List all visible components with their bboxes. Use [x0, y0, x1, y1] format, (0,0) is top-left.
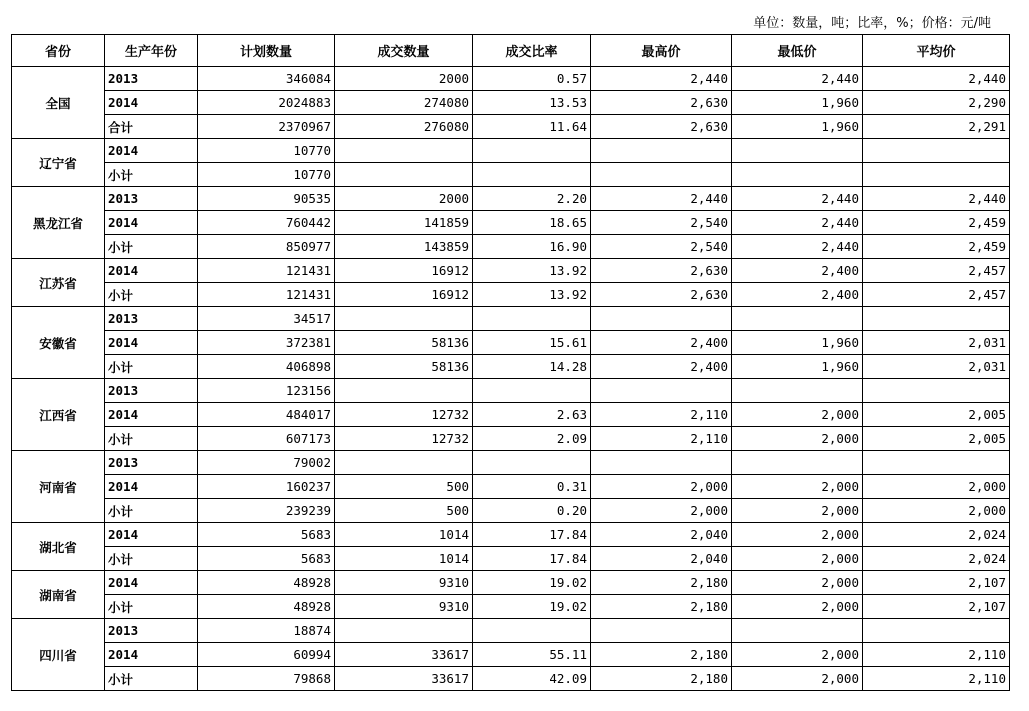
avg-price-cell: [863, 139, 1010, 163]
province-cell: 湖南省: [12, 571, 105, 619]
max-price-cell: 2,630: [591, 91, 732, 115]
min-price-cell: 1,960: [732, 331, 863, 355]
year-cell: 2014: [105, 475, 198, 499]
min-price-cell: 2,000: [732, 499, 863, 523]
table-row: [12, 211, 1010, 235]
max-price-cell: [591, 451, 732, 475]
table-row: [12, 499, 1010, 523]
trade-ratio-cell: [473, 451, 591, 475]
trade-ratio-cell: [473, 163, 591, 187]
trade-ratio-cell: [473, 619, 591, 643]
max-price-cell: [591, 139, 732, 163]
trade-ratio-cell: [473, 379, 591, 403]
trade-ratio-cell: 42.09: [473, 667, 591, 691]
header-province: 省份: [12, 35, 105, 67]
planned-qty-cell: 10770: [198, 163, 335, 187]
min-price-cell: 1,960: [732, 91, 863, 115]
province-cell: 河南省: [12, 451, 105, 523]
traded-qty-cell: 500: [335, 499, 473, 523]
header-traded-qty: 成交数量: [335, 35, 473, 67]
avg-price-cell: 2,291: [863, 115, 1010, 139]
table-row: [12, 475, 1010, 499]
avg-price-cell: 2,110: [863, 667, 1010, 691]
trade-ratio-cell: 17.84: [473, 523, 591, 547]
planned-qty-cell: 10770: [198, 139, 335, 163]
min-price-cell: 2,000: [732, 475, 863, 499]
trade-ratio-cell: 19.02: [473, 595, 591, 619]
traded-qty-cell: 12732: [335, 427, 473, 451]
planned-qty-cell: 5683: [198, 523, 335, 547]
max-price-cell: 2,040: [591, 523, 732, 547]
traded-qty-cell: 1014: [335, 547, 473, 571]
province-cell: 安徽省: [12, 307, 105, 379]
traded-qty-cell: [335, 619, 473, 643]
planned-qty-cell: 90535: [198, 187, 335, 211]
traded-qty-cell: 500: [335, 475, 473, 499]
traded-qty-cell: 16912: [335, 259, 473, 283]
table-row: [12, 667, 1010, 691]
year-cell: 2013: [105, 67, 198, 91]
year-cell: 2014: [105, 91, 198, 115]
max-price-cell: 2,180: [591, 571, 732, 595]
avg-price-cell: 2,440: [863, 187, 1010, 211]
max-price-cell: 2,110: [591, 427, 732, 451]
year-cell: 2014: [105, 211, 198, 235]
planned-qty-cell: 372381: [198, 331, 335, 355]
traded-qty-cell: 12732: [335, 403, 473, 427]
avg-price-cell: [863, 379, 1010, 403]
table-row: [12, 307, 1010, 331]
max-price-cell: [591, 619, 732, 643]
min-price-cell: 2,440: [732, 211, 863, 235]
province-cell: 四川省: [12, 619, 105, 691]
planned-qty-cell: 123156: [198, 379, 335, 403]
trade-ratio-cell: 19.02: [473, 571, 591, 595]
avg-price-cell: 2,024: [863, 523, 1010, 547]
planned-qty-cell: 18874: [198, 619, 335, 643]
year-cell: 2014: [105, 403, 198, 427]
max-price-cell: 2,540: [591, 211, 732, 235]
planned-qty-cell: 2024883: [198, 91, 335, 115]
avg-price-cell: 2,440: [863, 67, 1010, 91]
traded-qty-cell: 274080: [335, 91, 473, 115]
min-price-cell: 2,000: [732, 643, 863, 667]
max-price-cell: 2,040: [591, 547, 732, 571]
trade-ratio-cell: 14.28: [473, 355, 591, 379]
year-cell: 小计: [105, 499, 198, 523]
traded-qty-cell: 9310: [335, 595, 473, 619]
planned-qty-cell: 34517: [198, 307, 335, 331]
table-row: [12, 235, 1010, 259]
max-price-cell: [591, 163, 732, 187]
max-price-cell: 2,400: [591, 355, 732, 379]
planned-qty-cell: 160237: [198, 475, 335, 499]
min-price-cell: [732, 619, 863, 643]
header-trade-ratio: 成交比率: [473, 35, 591, 67]
min-price-cell: 1,960: [732, 115, 863, 139]
traded-qty-cell: 58136: [335, 331, 473, 355]
table-row: [12, 187, 1010, 211]
unit-note: 单位：数量，吨；比率，%；价格：元/吨: [753, 16, 991, 31]
year-cell: 小计: [105, 163, 198, 187]
avg-price-cell: 2,107: [863, 595, 1010, 619]
avg-price-cell: 2,000: [863, 499, 1010, 523]
avg-price-cell: 2,107: [863, 571, 1010, 595]
table-row: [12, 643, 1010, 667]
table-row: [12, 595, 1010, 619]
planned-qty-cell: 406898: [198, 355, 335, 379]
year-cell: 小计: [105, 427, 198, 451]
avg-price-cell: [863, 619, 1010, 643]
trade-ratio-cell: 2.09: [473, 427, 591, 451]
max-price-cell: 2,540: [591, 235, 732, 259]
traded-qty-cell: 16912: [335, 283, 473, 307]
trade-ratio-cell: 11.64: [473, 115, 591, 139]
avg-price-cell: 2,290: [863, 91, 1010, 115]
table-row: [12, 259, 1010, 283]
year-cell: 2014: [105, 571, 198, 595]
avg-price-cell: 2,457: [863, 283, 1010, 307]
planned-qty-cell: 48928: [198, 571, 335, 595]
traded-qty-cell: 33617: [335, 643, 473, 667]
planned-qty-cell: 607173: [198, 427, 335, 451]
trade-ratio-cell: [473, 139, 591, 163]
max-price-cell: 2,180: [591, 595, 732, 619]
min-price-cell: [732, 307, 863, 331]
table-row: [12, 547, 1010, 571]
trade-ratio-cell: 16.90: [473, 235, 591, 259]
avg-price-cell: 2,457: [863, 259, 1010, 283]
year-cell: 2014: [105, 139, 198, 163]
province-cell: 江西省: [12, 379, 105, 451]
min-price-cell: 2,000: [732, 547, 863, 571]
table-row: [12, 67, 1010, 91]
trade-ratio-cell: 13.53: [473, 91, 591, 115]
planned-qty-cell: 484017: [198, 403, 335, 427]
planned-qty-cell: 239239: [198, 499, 335, 523]
year-cell: 2013: [105, 451, 198, 475]
year-cell: 小计: [105, 595, 198, 619]
year-cell: 2014: [105, 523, 198, 547]
year-cell: 合计: [105, 115, 198, 139]
header-max-price: 最高价: [591, 35, 732, 67]
traded-qty-cell: 141859: [335, 211, 473, 235]
traded-qty-cell: [335, 139, 473, 163]
year-cell: 2014: [105, 331, 198, 355]
max-price-cell: 2,400: [591, 331, 732, 355]
traded-qty-cell: 58136: [335, 355, 473, 379]
min-price-cell: 2,440: [732, 235, 863, 259]
table-row: [12, 139, 1010, 163]
min-price-cell: 2,400: [732, 259, 863, 283]
max-price-cell: 2,630: [591, 115, 732, 139]
trade-ratio-cell: 0.31: [473, 475, 591, 499]
trade-ratio-cell: 0.20: [473, 499, 591, 523]
year-cell: 2014: [105, 259, 198, 283]
min-price-cell: 2,440: [732, 67, 863, 91]
trade-ratio-cell: 13.92: [473, 259, 591, 283]
table-row: [12, 355, 1010, 379]
traded-qty-cell: 143859: [335, 235, 473, 259]
traded-qty-cell: 2000: [335, 67, 473, 91]
year-cell: 小计: [105, 235, 198, 259]
year-cell: 小计: [105, 667, 198, 691]
table-row: [12, 619, 1010, 643]
province-cell: 辽宁省: [12, 139, 105, 187]
min-price-cell: 2,400: [732, 283, 863, 307]
province-cell: 黑龙江省: [12, 187, 105, 259]
year-cell: 小计: [105, 547, 198, 571]
traded-qty-cell: [335, 307, 473, 331]
avg-price-cell: 2,031: [863, 331, 1010, 355]
table-row: [12, 403, 1010, 427]
max-price-cell: 2,440: [591, 187, 732, 211]
max-price-cell: 2,000: [591, 475, 732, 499]
min-price-cell: 2,000: [732, 571, 863, 595]
table-row: [12, 571, 1010, 595]
traded-qty-cell: [335, 379, 473, 403]
avg-price-cell: 2,000: [863, 475, 1010, 499]
trade-ratio-cell: [473, 307, 591, 331]
avg-price-cell: [863, 163, 1010, 187]
min-price-cell: [732, 163, 863, 187]
planned-qty-cell: 121431: [198, 283, 335, 307]
max-price-cell: 2,180: [591, 643, 732, 667]
table-row: [12, 523, 1010, 547]
max-price-cell: 2,630: [591, 283, 732, 307]
planned-qty-cell: 2370967: [198, 115, 335, 139]
province-cell: 全国: [12, 67, 105, 139]
min-price-cell: 2,000: [732, 667, 863, 691]
trade-ratio-cell: 18.65: [473, 211, 591, 235]
max-price-cell: 2,000: [591, 499, 732, 523]
year-cell: 2013: [105, 187, 198, 211]
traded-qty-cell: 1014: [335, 523, 473, 547]
avg-price-cell: [863, 307, 1010, 331]
min-price-cell: 2,000: [732, 523, 863, 547]
traded-qty-cell: 33617: [335, 667, 473, 691]
trade-ratio-cell: 17.84: [473, 547, 591, 571]
header-min-price: 最低价: [732, 35, 863, 67]
planned-qty-cell: 121431: [198, 259, 335, 283]
trade-ratio-cell: 2.63: [473, 403, 591, 427]
planned-qty-cell: 79002: [198, 451, 335, 475]
trade-ratio-cell: 2.20: [473, 187, 591, 211]
table-row: [12, 115, 1010, 139]
avg-price-cell: 2,459: [863, 235, 1010, 259]
year-cell: 2013: [105, 379, 198, 403]
year-cell: 小计: [105, 355, 198, 379]
planned-qty-cell: 346084: [198, 67, 335, 91]
planned-qty-cell: 79868: [198, 667, 335, 691]
avg-price-cell: 2,031: [863, 355, 1010, 379]
avg-price-cell: 2,024: [863, 547, 1010, 571]
max-price-cell: [591, 379, 732, 403]
max-price-cell: 2,630: [591, 259, 732, 283]
min-price-cell: [732, 379, 863, 403]
year-cell: 小计: [105, 283, 198, 307]
planned-qty-cell: 5683: [198, 547, 335, 571]
planned-qty-cell: 60994: [198, 643, 335, 667]
min-price-cell: 2,000: [732, 595, 863, 619]
traded-qty-cell: [335, 451, 473, 475]
traded-qty-cell: [335, 163, 473, 187]
min-price-cell: 2,440: [732, 187, 863, 211]
traded-qty-cell: 2000: [335, 187, 473, 211]
planned-qty-cell: 850977: [198, 235, 335, 259]
header-year: 生产年份: [105, 35, 198, 67]
min-price-cell: 1,960: [732, 355, 863, 379]
planned-qty-cell: 760442: [198, 211, 335, 235]
grain-auction-table: [11, 34, 1010, 691]
avg-price-cell: 2,005: [863, 403, 1010, 427]
province-cell: 江苏省: [12, 259, 105, 307]
planned-qty-cell: 48928: [198, 595, 335, 619]
year-cell: 2013: [105, 619, 198, 643]
avg-price-cell: [863, 451, 1010, 475]
max-price-cell: 2,110: [591, 403, 732, 427]
year-cell: 2014: [105, 643, 198, 667]
table-row: [12, 163, 1010, 187]
min-price-cell: 2,000: [732, 403, 863, 427]
year-cell: 2013: [105, 307, 198, 331]
max-price-cell: 2,440: [591, 67, 732, 91]
trade-ratio-cell: 15.61: [473, 331, 591, 355]
traded-qty-cell: 276080: [335, 115, 473, 139]
max-price-cell: [591, 307, 732, 331]
avg-price-cell: 2,110: [863, 643, 1010, 667]
avg-price-cell: 2,459: [863, 211, 1010, 235]
min-price-cell: [732, 139, 863, 163]
header-planned-qty: 计划数量: [198, 35, 335, 67]
trade-ratio-cell: 0.57: [473, 67, 591, 91]
trade-ratio-cell: 55.11: [473, 643, 591, 667]
min-price-cell: [732, 451, 863, 475]
table-row: [12, 331, 1010, 355]
max-price-cell: 2,180: [591, 667, 732, 691]
header-row: [12, 35, 1010, 67]
province-cell: 湖北省: [12, 523, 105, 571]
min-price-cell: 2,000: [732, 427, 863, 451]
table-row: [12, 283, 1010, 307]
table-row: [12, 379, 1010, 403]
avg-price-cell: 2,005: [863, 427, 1010, 451]
table-row: [12, 451, 1010, 475]
table-row: [12, 427, 1010, 451]
trade-ratio-cell: 13.92: [473, 283, 591, 307]
traded-qty-cell: 9310: [335, 571, 473, 595]
table-row: [12, 91, 1010, 115]
header-avg-price: 平均价: [863, 35, 1010, 67]
